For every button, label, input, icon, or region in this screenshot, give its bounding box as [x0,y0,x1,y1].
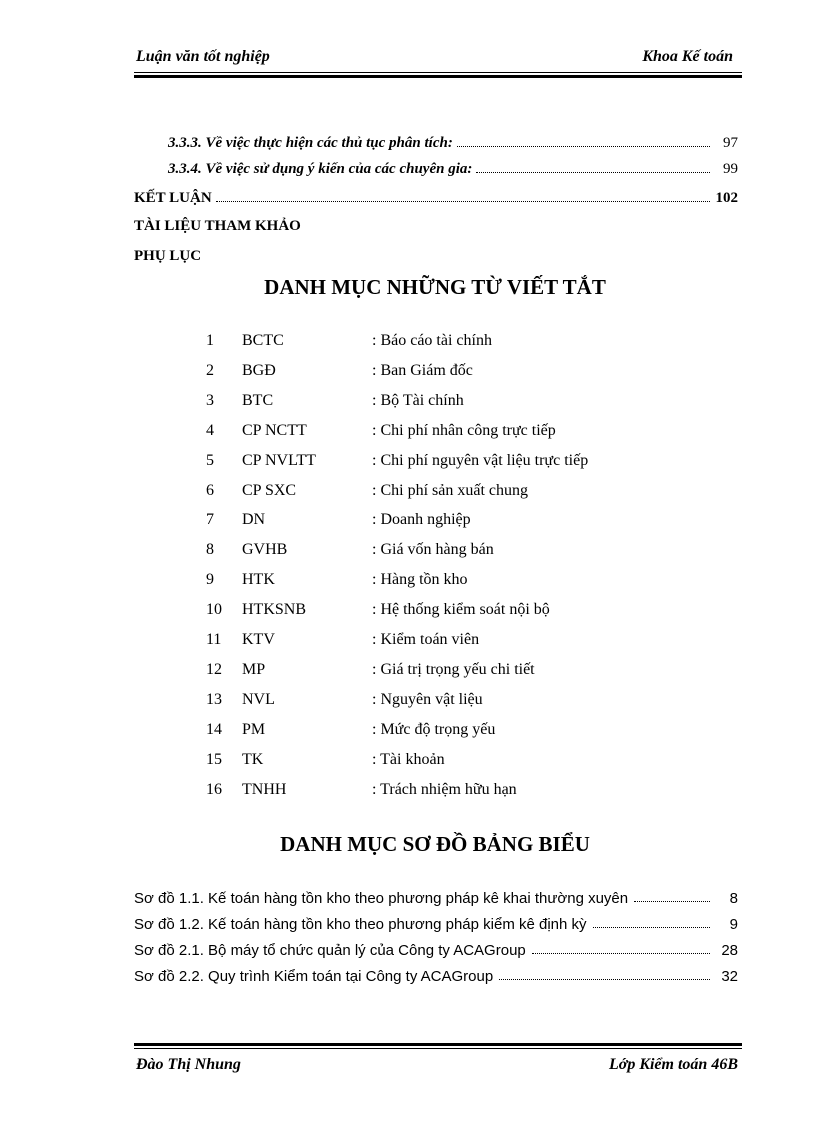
figure-row[interactable] [134,963,738,985]
toc-label: KẾT LUẬN [134,190,212,206]
abbreviation-number: 11 [206,631,222,648]
figure-label: Sơ đồ 2.1. Bộ máy tổ chức quản lý của Công ty ACAGroup [134,942,526,959]
footer-rule-thin [134,1048,742,1049]
toc-row[interactable] [134,185,738,207]
figure-row[interactable] [134,885,738,907]
abbreviation-meaning: : Chi phí sản xuất chung [372,481,528,499]
abbreviation-number: 16 [206,780,222,798]
abbreviation-meaning: : Chi phí nhân công trực tiếp [372,421,556,439]
abbreviation-code: CP NVLTT [242,451,316,469]
abbreviation-meaning: : Nguyên vật liệu [372,690,483,708]
figure-label: Sơ đồ 1.1. Kế toán hàng tồn kho theo phương pháp kê khai thường xuyên [134,890,629,907]
figure-label: Sơ đồ 2.2. Quy trình Kiểm toán tại Công ty ACAGroup [134,968,494,985]
toc-row[interactable] [134,130,738,152]
figure-row[interactable] [134,911,738,933]
abbreviation-code: DN [242,511,266,529]
abbreviation-number: 13 [206,690,222,708]
abbreviation-code: BTC [242,391,274,409]
abbreviation-code: NVL [242,690,275,708]
abbreviation-code: BCTC [242,332,284,349]
abbreviation-number: 7 [206,511,214,529]
figure-leader [499,979,710,980]
abbreviation-code: MP [242,660,266,678]
abbreviation-meaning: : Mức độ trọng yếu [372,720,496,738]
figure-page: 32 [721,968,738,985]
abbreviation-number: 4 [206,421,214,439]
abbreviation-code: KTV [242,631,275,648]
toc-label: 3.3.4. Về việc sử dụng ý kiến của các chuyên gia: [168,161,473,177]
figure-label: Sơ đồ 1.2. Kế toán hàng tồn kho theo phương pháp kiểm kê định kỳ [134,916,587,933]
abbreviation-number: 9 [206,571,214,589]
toc-page: 97 [723,135,738,151]
abbreviation-code: TK [242,750,264,768]
toc-page: 99 [723,161,738,177]
abbreviation-meaning: : Tài khoản [372,750,445,768]
abbreviation-number: 6 [206,481,214,499]
abbreviation-meaning: : Bộ Tài chính [372,391,464,409]
abbreviation-number: 5 [206,451,214,469]
header-right: Khoa Kế toán [642,48,733,65]
abbreviation-code: GVHB [242,541,288,559]
toc-label: 3.3.3. Về việc thực hiện các thủ tục phân tích: [168,135,453,151]
abbreviation-meaning: : Chi phí nguyên vật liệu trực tiếp [372,451,589,469]
abbreviation-meaning: : Doanh nghiệp [372,511,471,529]
abbreviation-code: CP SXC [242,481,297,499]
abbreviation-meaning: : Hệ thống kiểm soát nội bộ [372,601,550,619]
abbreviation-number: 2 [206,361,214,379]
footer-rule-thick [134,1043,742,1046]
footer-right: Lớp Kiểm toán 46B [608,1056,738,1073]
abbreviation-code: BGĐ [242,361,276,379]
abbreviation-number: 14 [206,720,222,738]
toc-page: 102 [715,190,738,206]
abbreviation-code: PM [242,720,266,738]
abbreviation-number: 8 [206,541,214,559]
abbreviation-number: 10 [206,601,222,619]
abbreviation-number: 3 [206,391,214,409]
figure-row[interactable] [134,937,738,959]
abbreviation-code: CP NCTT [242,421,307,439]
toc-leader [216,201,710,202]
figure-leader [593,927,710,928]
figure-page: 8 [729,890,738,907]
abbreviation-meaning: : Giá vốn hàng bán [372,541,494,559]
abbreviation-number: 1 [206,332,214,349]
abbreviation-meaning: : Giá trị trọng yếu chi tiết [372,660,535,678]
toc-label: PHỤ LỤC [134,248,202,264]
header-rule-thin [134,72,742,73]
abbreviation-code: HTK [242,571,275,589]
toc-leader [457,146,710,147]
abbreviation-meaning: : Hàng tồn kho [372,571,468,589]
abbreviation-number: 12 [206,660,222,678]
abbreviation-meaning: : Kiểm toán viên [372,631,480,648]
toc-row[interactable] [134,213,738,235]
toc-row[interactable] [134,243,738,265]
toc-label: TÀI LIỆU THAM KHẢO [134,218,301,234]
figure-leader [634,901,710,902]
abbreviation-meaning: : Trách nhiệm hữu hạn [372,780,517,798]
footer-left: Đào Thị Nhung [136,1056,241,1073]
figure-page: 9 [729,916,738,933]
header-left: Luận văn tốt nghiệp [136,48,270,65]
figures-title: DANH MỤC SƠ ĐỒ BẢNG BIỂU [280,832,590,856]
abbreviation-meaning: : Báo cáo tài chính [372,332,492,349]
toc-row[interactable] [134,156,738,178]
figure-page: 28 [721,942,738,959]
abbreviation-meaning: : Ban Giám đốc [372,361,473,379]
abbreviations-title: DANH MỤC NHỮNG TỪ VIẾT TẮT [264,275,606,299]
abbreviation-code: HTKSNB [242,601,307,619]
abbreviation-code: TNHH [242,780,287,798]
abbreviation-number: 15 [206,750,222,768]
header-rule-thick [134,75,742,78]
figure-leader [532,953,710,954]
toc-leader [476,172,710,173]
